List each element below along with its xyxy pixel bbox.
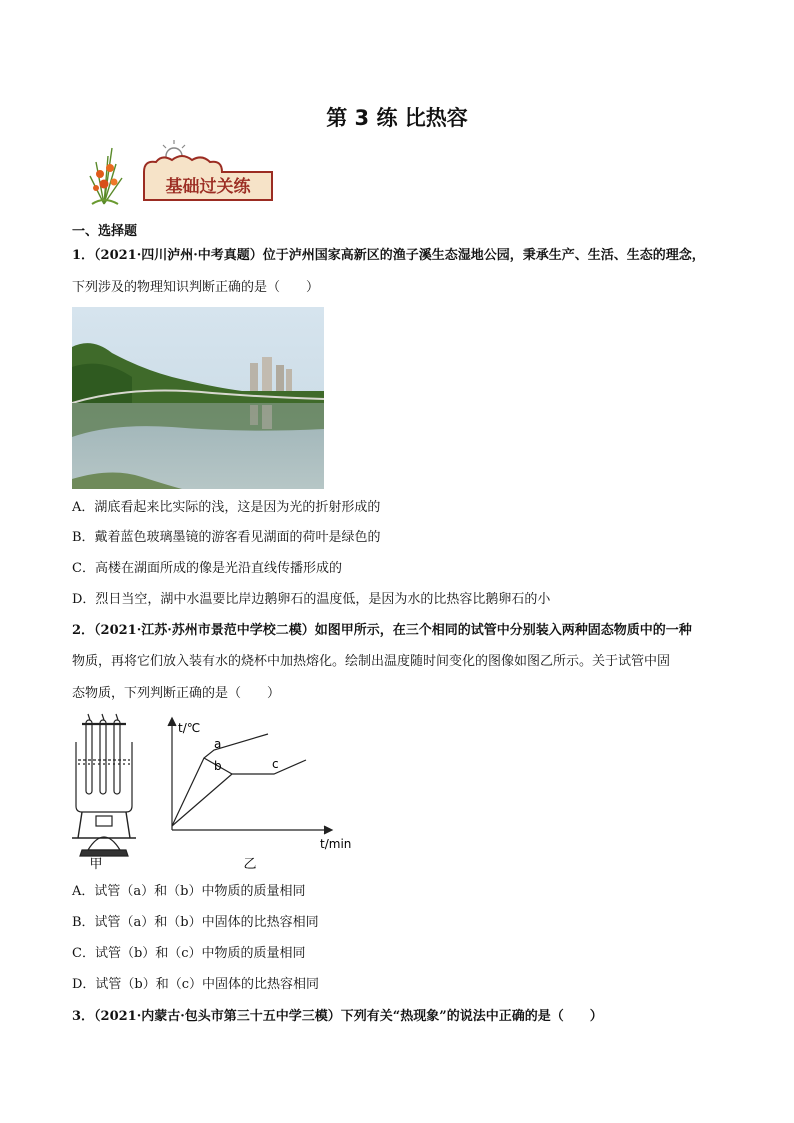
q2-option-a: A．试管（a）和（b）中物质的质量相同 [72, 884, 306, 899]
beaker-apparatus-icon [72, 714, 136, 856]
y-axis-label: t/℃ [178, 721, 201, 735]
x-axis-label: t/min [320, 837, 352, 851]
q1-stem-line2: 下列涉及的物理知识判断正确的是（ ） [72, 280, 320, 295]
page-title: 第 3 练 比热容 [326, 106, 468, 130]
section-badge [82, 138, 278, 208]
q1-option-a: A．湖底看起来比实际的浅，这是因为光的折射形成的 [72, 500, 381, 515]
q2-stem-line3: 态物质，下列判断正确的是（ ） [72, 686, 281, 701]
temperature-time-graph [168, 718, 332, 834]
q2-option-d: D．试管（b）和（c）中固体的比热容相同 [72, 977, 320, 992]
section-heading: 一、选择题 [72, 224, 138, 239]
q2-figure [68, 712, 368, 872]
q1-option-c: C．高楼在湖面所成的像是光沿直线传播形成的 [72, 561, 342, 576]
curve-c-line [172, 760, 306, 826]
q2-option-b: B．试管（a）和（b）中固体的比热容相同 [72, 915, 319, 930]
q1-stem-line1: 1．（2021·四川泸州·中考真题）位于泸州国家高新区的渔子溪生态湿地公园，秉承生产、生活、生态的理念， [72, 248, 705, 263]
wetland-park-photo [72, 307, 324, 489]
flower-icon [90, 148, 122, 204]
badge-label: 基础过关练 [165, 177, 251, 197]
q2-stem-line2: 物质，再将它们放入装有水的烧杯中加热熔化。绘制出温度随时间变化的图像如图乙所示。关于试管中固 [72, 654, 671, 669]
figure-right-label: 乙 [243, 857, 257, 872]
figure-left-label: 甲 [89, 857, 103, 872]
q1-option-d: D．烈日当空，湖中水温要比岸边鹅卵石的温度低，是因为水的比热容比鹅卵石的小 [72, 592, 551, 607]
q1-option-b: B．戴着蓝色玻璃墨镜的游客看见湖面的荷叶是绿色的 [72, 530, 381, 545]
q2-stem-line1: 2．（2021·江苏·苏州市景范中学校二模）如图甲所示，在三个相同的试管中分别装入两种固态物质中的一种 [72, 623, 692, 638]
q3-stem-line1: 3．（2021·内蒙古·包头市第三十五中学三模）下列有关“热现象”的说法中正确的是（ ） [72, 1009, 603, 1024]
q2-option-c: C．试管（b）和（c）中物质的质量相同 [72, 946, 306, 961]
curve-c-label: c [272, 757, 279, 771]
curve-b-label: b [214, 759, 222, 773]
curve-a-label: a [214, 737, 222, 751]
